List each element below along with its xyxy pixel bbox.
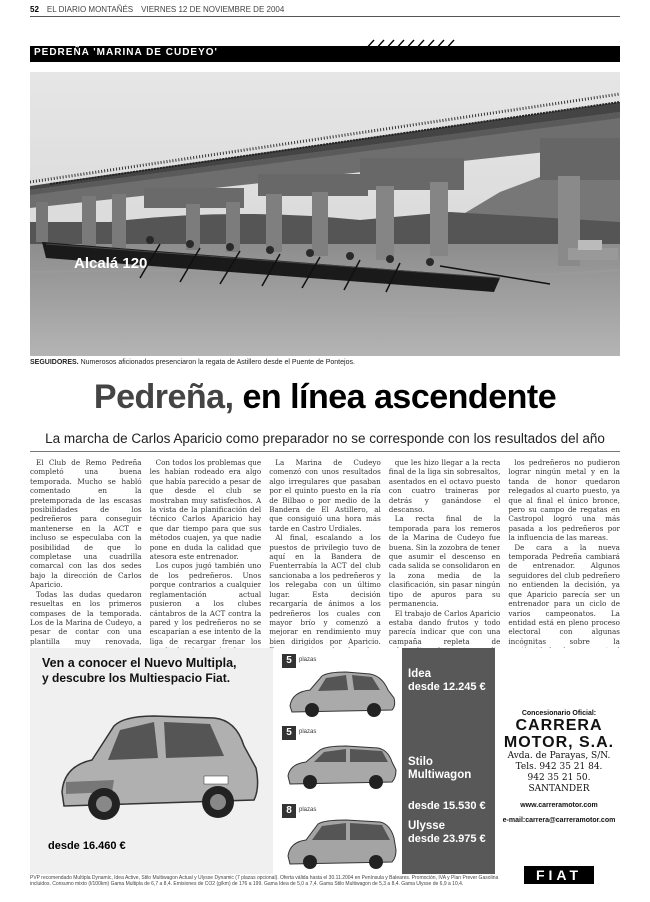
price-idea — [408, 668, 486, 693]
paragraph: que les hizo llegar a la recta final de la liga sin sobresaltos, asentados en el octavo puesto con cuatro traineras por detrás y ganándose el descanso. — [388, 458, 501, 515]
multipla-car-icon — [54, 696, 264, 836]
ad-legal-text: PVP recomendado Multipla Dynamic, Idea Active, Stilo Multiwagon Actual y Ulysse Dynamic (7 plazas opcional). Oferta válida hasta el 30.11.2004 en Península y Baleares. Promoción, IVA y Plan Prever Gasolina incluidos. Consumo mixto (l/100km) Gama Multipla de 6,7 a 8,4. Emisiones de CO2 (g/km) de 176 a 199. Gama Idea de 5,0 a 7,4. Gama Stilo Multiwagon de 5,3 a 8,4. Gama Ulysse de 6,9 a 10,4. — [30, 875, 499, 887]
ulysse-car-icon — [286, 816, 398, 870]
article-column-4 — [389, 458, 501, 648]
dealer-city: SANTANDER — [528, 784, 590, 794]
regatas-logo-icon — [350, 37, 480, 59]
bridge-regatta-image — [30, 72, 620, 356]
seats-label: plazas — [299, 657, 317, 663]
paragraph: El trabajo de Carlos Aparicio estaba dando frutos y todo parecía indicar que con una campaña repleta de — [388, 608, 501, 646]
model-name: Ulysse — [408, 820, 446, 832]
brand-text: FIAT — [535, 867, 583, 883]
paper-name: EL DIARIO MONTAÑÉS — [46, 4, 134, 14]
idea-car-icon — [286, 670, 398, 718]
headline-part-b: en línea ascendente — [242, 378, 557, 416]
section-label: PEDREÑA 'MARINA DE CUDEYO' — [34, 47, 218, 58]
paragraph: Al final, escalando a los puestos de privilegio tuvo de aquí en la Bandera de Fuenterrabía la ACT del club sancionaba a los pedreñeros y los relegaba con un último lugar. Esta decisión recargaría de ánimos a los pedreñeros los cuales con mayor brío y comenzó a mejorar en rendimiento muy bien dirigidos por Aparicio. — [269, 533, 381, 646]
price-ulysse — [408, 820, 486, 845]
dealer-panel — [498, 648, 620, 874]
seats-badge: 5 — [282, 654, 296, 668]
article-column-5 — [508, 458, 620, 648]
seats-badge: 8 — [282, 804, 296, 818]
fiat-logo-icon — [524, 866, 594, 884]
ad-models-panel — [282, 648, 402, 874]
model-price: desde 12.245 € — [408, 681, 486, 693]
ad-headline — [42, 656, 272, 686]
dealer-name-2: MOTOR, S.A. — [503, 734, 615, 751]
ad-headline-line1: Ven a conocer el Nuevo Multipla, — [42, 656, 237, 670]
ad-main-panel — [30, 648, 273, 874]
divider — [30, 451, 620, 452]
section-bar — [30, 46, 620, 62]
article-column-3 — [269, 458, 381, 648]
ad-headline-line2: y descubre los Multiespacio Fiat. — [42, 671, 231, 685]
article-headline — [30, 378, 620, 417]
fiat-advertisement — [30, 648, 620, 874]
stilo-car-icon — [286, 740, 398, 790]
dealer-email[interactable]: e-mail:carrera@carreramotor.com — [502, 817, 616, 824]
paragraph: los pedreñeros no pudieron lograr ningún metal y en la tanda de honor quedaron relegados al cuarto puesto, ya que al final el único bronce, pero su campo de regatas en Castropol logró una más pasada a los pedreñeros por la influencia de las mareas. — [508, 458, 620, 543]
seats-label: plazas — [299, 729, 317, 735]
article-subhead: La marcha de Carlos Aparicio como preparador no se corresponde con los resultados del año — [45, 431, 605, 446]
model-price: desde 15.530 € — [408, 800, 486, 812]
page-header — [30, 2, 620, 17]
model-name: Stilo Multiwagon — [408, 756, 472, 781]
caption-lead: SEGUIDORES. — [30, 359, 79, 366]
model-price: desde 23.975 € — [408, 833, 486, 845]
paragraph: La recta final de la temporada para los remeros de la Marina de Cudeyo fue buena. Sin la zozobra de tener que asumir el descenso en cada salida se consolidaron en la zona media de la clasificación, sin pasar ningún tipo de apuros para su permanencia. — [388, 514, 501, 609]
dealer-name-1: CARRERA — [515, 717, 603, 734]
paragraph: El Club de Remo Pedreña completó una buena temporada. Mucho se habló comentado en la pretemporada de las escasas posibilidades de los pedreñeros para conseguir mantenerse en la ACT e incluso se especulaba con la posibilidad de que lo completase una cuadrilla comarcal con las dos sedes bajo la dirección de Carlos Aparicio. — [30, 458, 142, 590]
page-number: 52 — [30, 4, 39, 14]
seats-badge: 5 — [282, 726, 296, 740]
regatta-photo — [30, 72, 620, 356]
dealer-phone-1: Tels. 942 35 21 84. — [515, 762, 603, 772]
dealer-website[interactable]: www.carreramotor.com — [520, 802, 598, 809]
model-name: Idea — [408, 668, 432, 680]
boat-number: Alcalá 120 — [74, 255, 148, 272]
paragraph: Con todos los problemas que les habían rodeado era algo que había parecido a pesar de que desde el club se mostraban muy satisfechos. A la vista de la planificación del técnico Carlos Aparicio hay que dar tiempo para que sus métodos cuajen, ya que nadie pone en duda la calidad que atesora este entrenador. — [149, 458, 262, 562]
price-stilo — [408, 738, 486, 830]
ad-prices-panel — [402, 648, 495, 874]
dealer-tag: Concesionario Oficial: — [521, 710, 597, 717]
paragraph: La Marina de Cudeyo comenzó con unos resultados algo irregulares que pasaban por el quinto puesto en la ría de Bilbao o por medio de la Bandera de El Astillero, al que consiguió una hora más tarde en Castro Urdiales. — [269, 458, 381, 533]
article-body — [30, 458, 620, 648]
photo-caption — [30, 359, 620, 366]
ad-main-price: desde 16.460 € — [48, 840, 126, 852]
paragraph: Todas las dudas quedaron resueltas en los primeros compases de la temporada. Los de la Marina de Cudeyo, a pesar de contar con una plantilla muy renovada, — [30, 589, 142, 646]
paragraph: Los cupos jugó también uno de los pedreñeros. Unos porque contrarios a cualquier reglamentación actual pusieron a los clubes cántabros de la ACT contra la pared y los pedreñeros no se escaparían a ese intento de la liga de recargar frenar los — [149, 561, 262, 646]
issue-date: VIERNES 12 DE NOVIEMBRE DE 2004 — [141, 4, 285, 14]
dealer-address: Avda. de Parayas, S/N. — [507, 751, 611, 761]
headline-part-a: Pedreña, — [93, 378, 234, 416]
article-column-1 — [30, 458, 142, 648]
dealer-phone-2: 942 35 21 50. — [527, 773, 591, 783]
article-column-2 — [150, 458, 262, 648]
seats-label: plazas — [299, 807, 317, 813]
caption-text: Numerosos aficionados presenciaron la regata de Astillero desde el Puente de Pontejos. — [80, 359, 355, 366]
paragraph: De cara a la nueva temporada Pedreña cambiará de entrenador. Algunos seguidores del club pedreñero no entienden la decisión, ya que Aparicio parecía ser un entrenador para un ciclo de varios campeonatos. La entidad está en pleno proceso electoral con algunas incógnitas sobre la — [508, 542, 620, 646]
